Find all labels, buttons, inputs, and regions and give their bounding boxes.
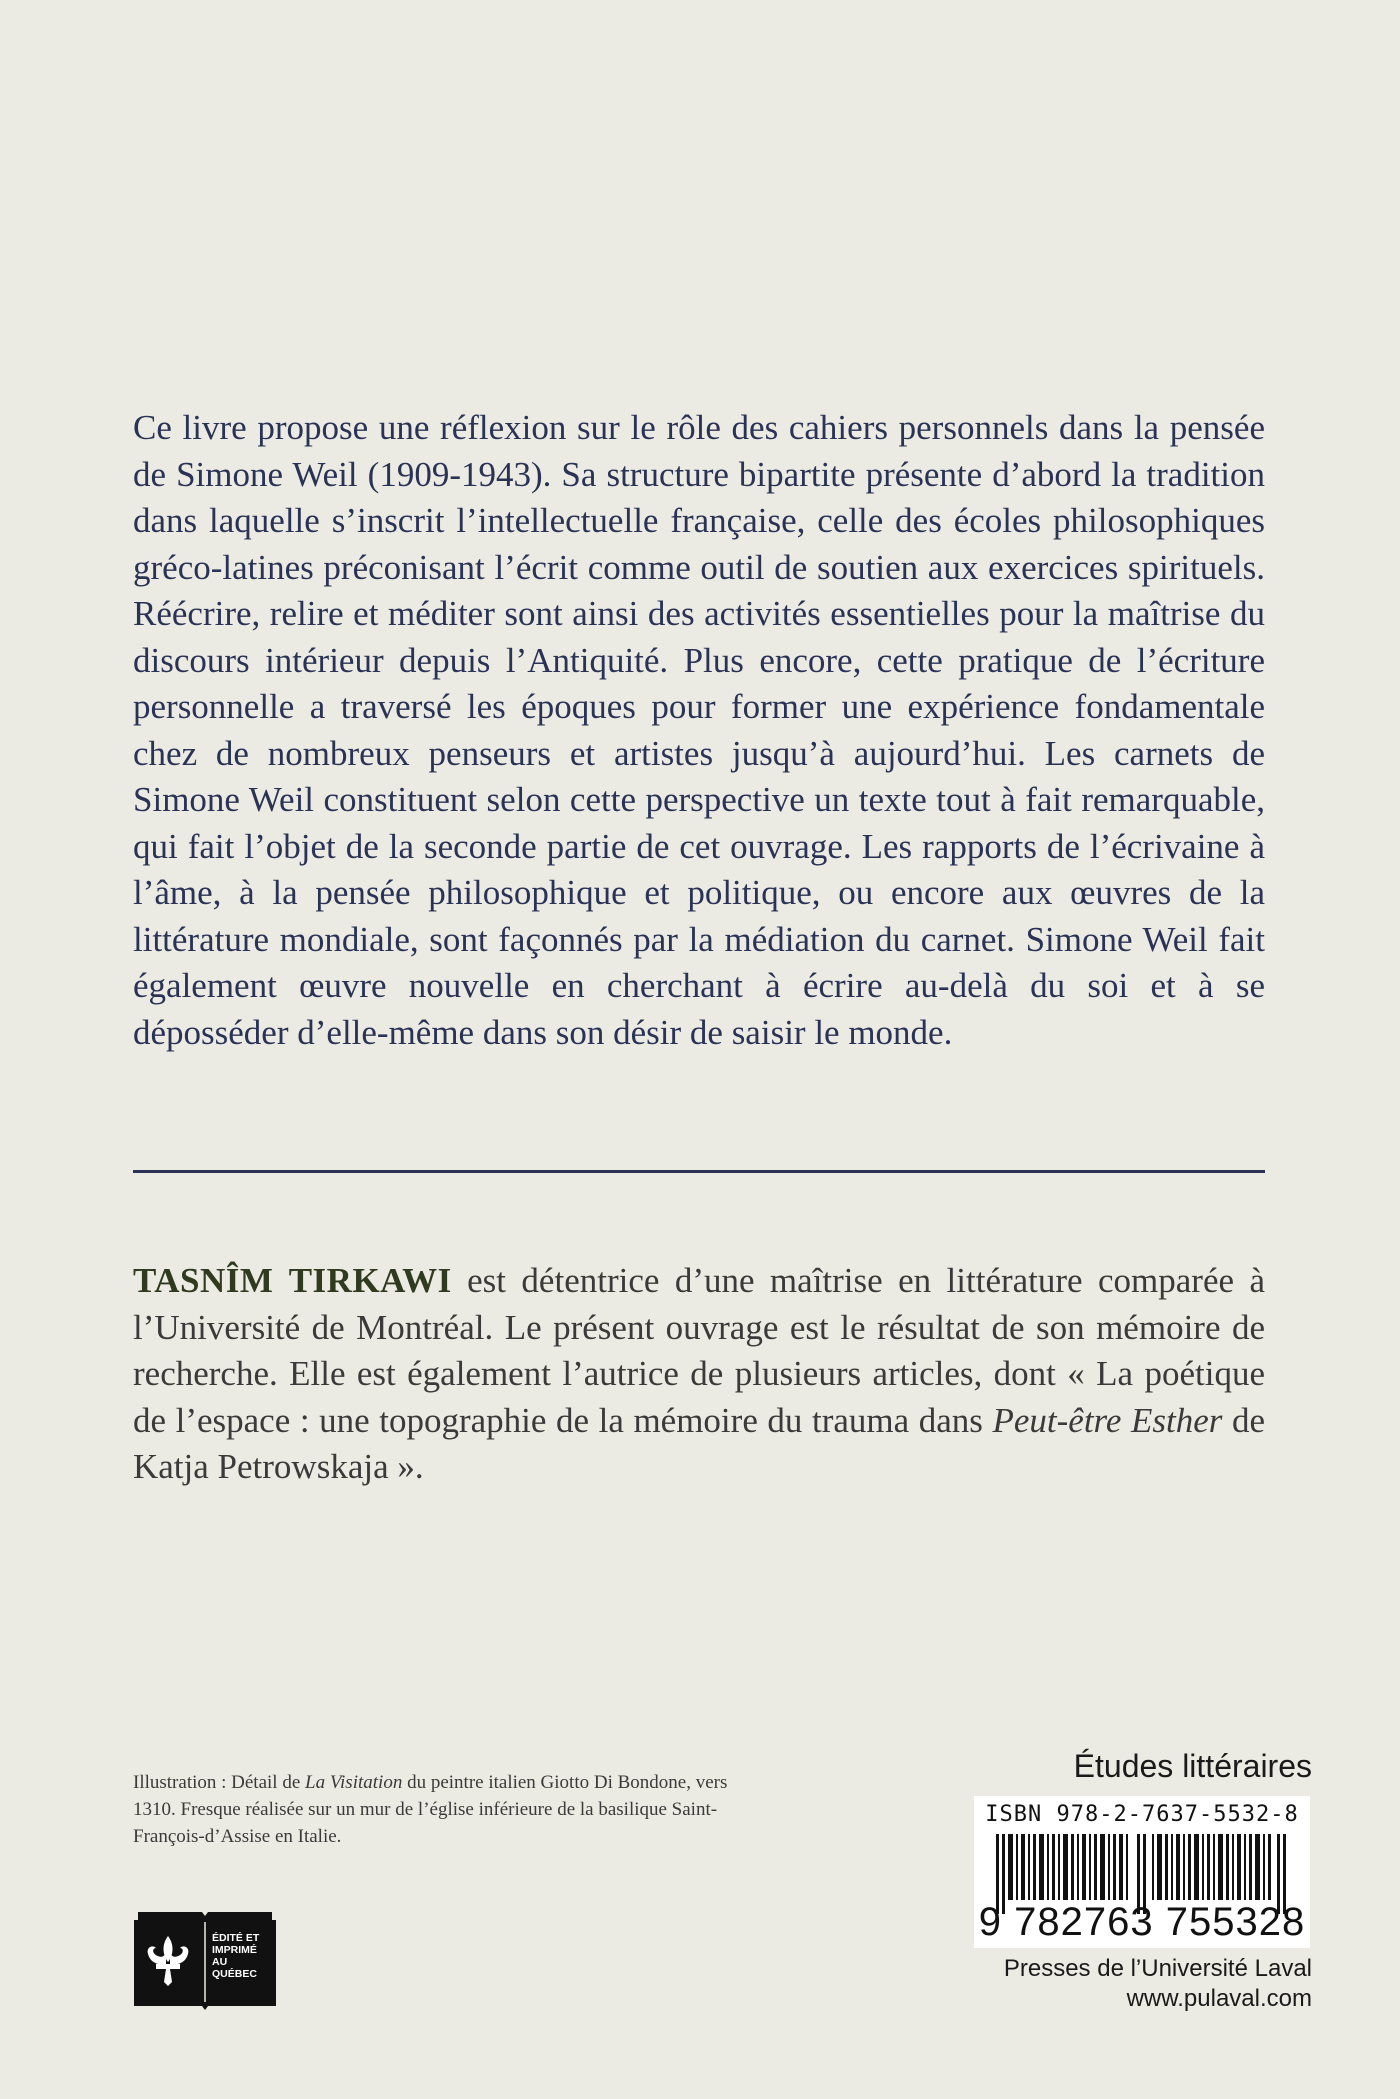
publisher-name: Presses de l’Université Laval — [1003, 1955, 1312, 1982]
credit-suffix: du peintre italien Giotto Di Bondone, vers 1310. Fresque réalisée sur un mur de l’église inférieure de la basilique Saint-François-d’Assise en Italie. — [133, 1772, 728, 1847]
publisher-info — [1004, 1954, 1312, 2014]
illustration-credit — [133, 1769, 753, 1850]
publisher-website[interactable]: www.pulaval.com — [1126, 1985, 1312, 2012]
barcode-digits: 9 782763 755328 — [978, 1900, 1306, 1944]
bio-text-part-2: de Katja Petrowskaja ». — [133, 1400, 1265, 1486]
edite-au-quebec-logo — [132, 1908, 278, 2010]
logo-text: ÉDITÉ ET IMPRIMÉ AU QUÉBEC — [212, 1932, 260, 1980]
isbn-label: ISBN 978-2-7637-5532-8 — [985, 1802, 1299, 1827]
section-divider — [133, 1170, 1265, 1173]
isbn-barcode — [974, 1796, 1310, 1948]
credit-prefix: Illustration : Détail de — [133, 1772, 306, 1793]
collection-name: Études littéraires — [1073, 1748, 1312, 1784]
bio-work-title: Peut-être Esther — [992, 1400, 1223, 1440]
bio-text-part-1: est détentrice d’une maîtrise en littérature comparée à l’Université de Montréal. Le présent ouvrage est le résultat de son mémoire de recherche. Elle est également l’autrice de plusieurs articles, dont « La poétique de l’espace : une topographie de la mémoire du trauma dans — [133, 1261, 1265, 1440]
book-summary: Ce livre propose une réflexion sur le rôle des cahiers personnels dans la pensée de Simone Weil (1909-1943). Sa structure bipartite présente d’abord la tradition dans laquelle s’inscrit l’intellectuelle française, celle des écoles philosophiques gréco-latines préconisant l’écrit comme outil de soutien aux exercices spirituels. Réécrire, relire et méditer sont ainsi des activités essentielles pour la maîtrise du discours intérieur depuis l’Antiquité. Plus encore, cette pratique de l’écriture personnelle a traversé les époques pour former une expérience fondamentale chez de nombreux penseurs et artistes jusqu’à aujourd’hui. Les carnets de Simone Weil constituent selon cette perspective un texte tout à fait remarquable, qui fait l’objet de la seconde partie de cet ouvrage. Les rapports de l’écrivaine à l’âme, à la pensée philosophique et politique, ou encore aux œuvres de la littérature mondiale, sont façonnés par la médiation du carnet. Simone Weil fait également œuvre nouvelle en cherchant à écrire au-delà du soi et à se déposséder d’elle-même dans son désir de saisir le monde. — [133, 408, 1265, 1052]
author-name: TASNÎM TIRKAWI — [133, 1261, 452, 1300]
credit-artwork-title: La Visitation — [305, 1772, 403, 1793]
author-bio — [133, 1258, 1265, 1491]
